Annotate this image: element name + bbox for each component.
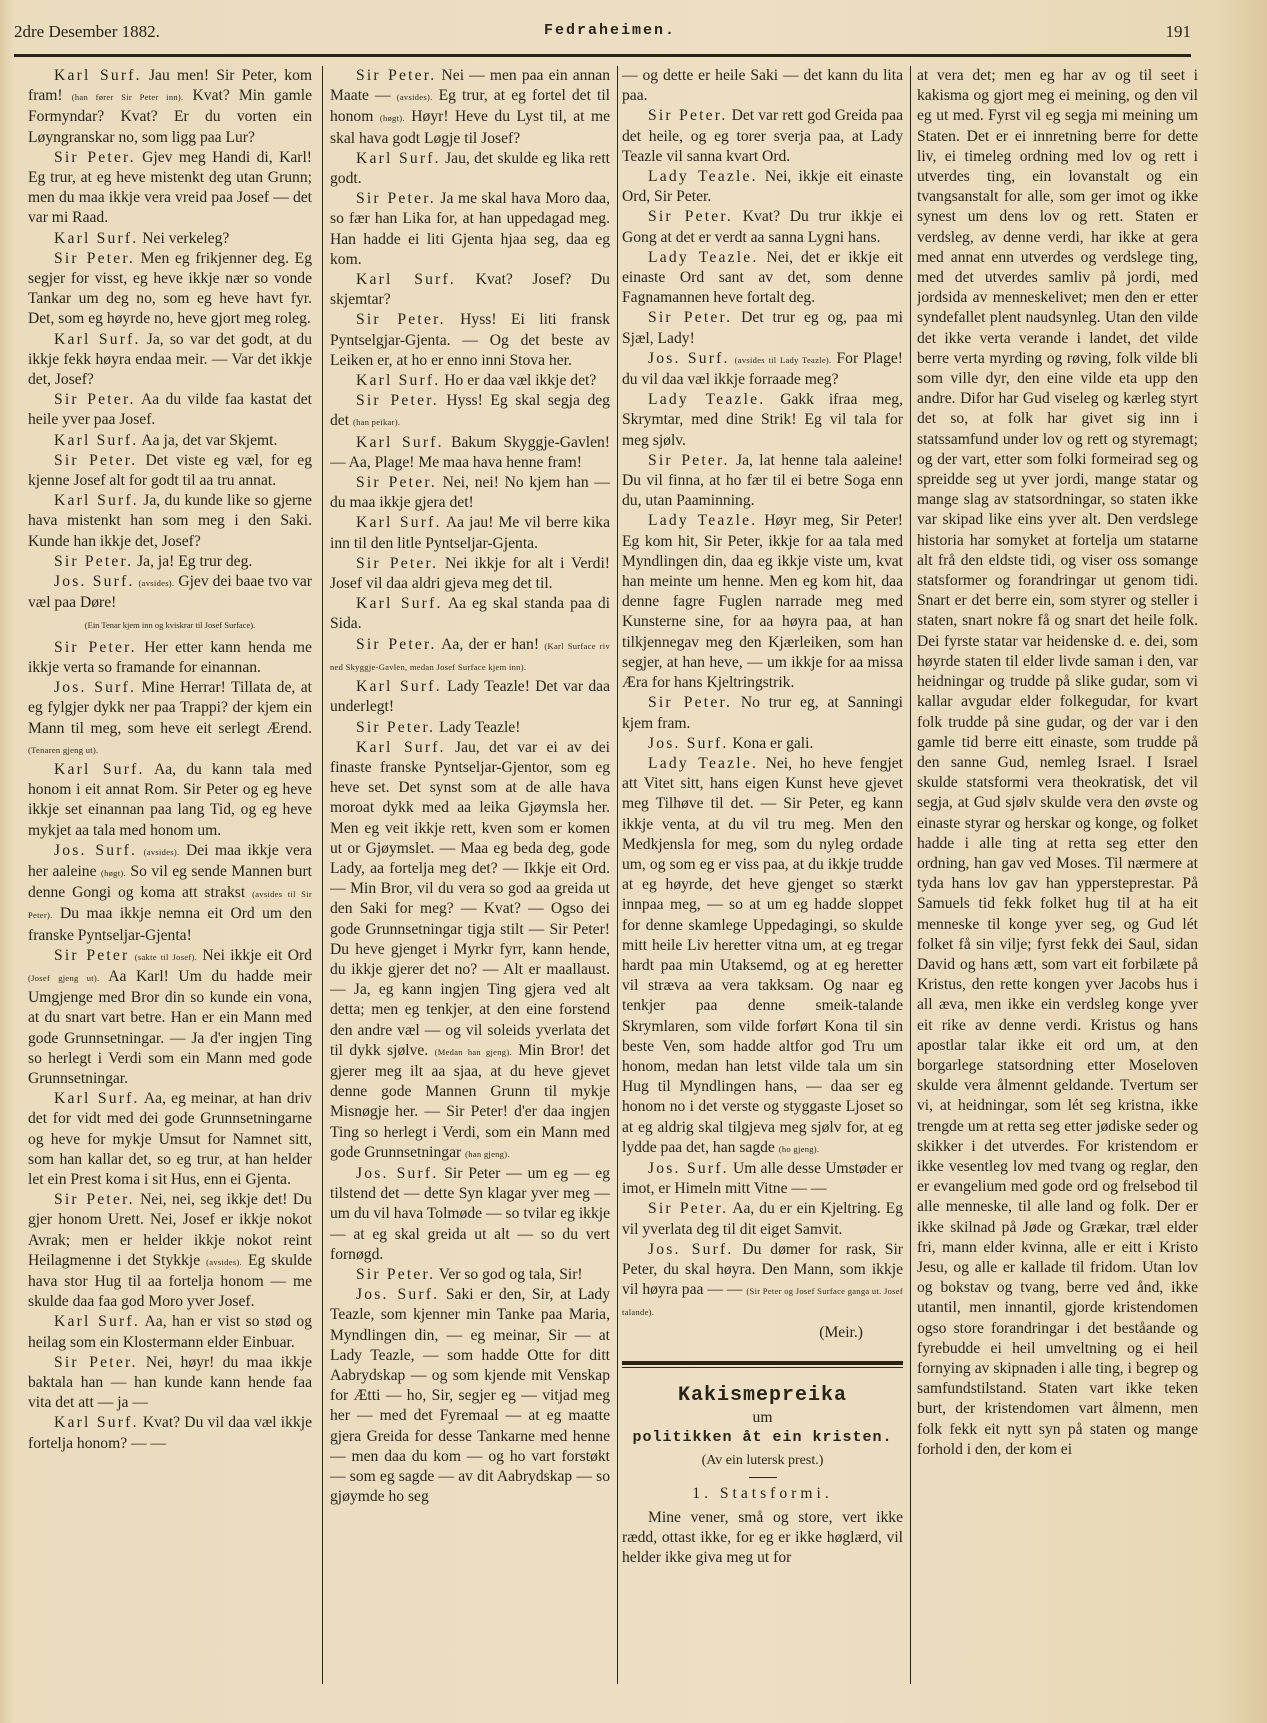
speaker-name: Jos. Surf. — [648, 734, 729, 752]
speech-text: Aa, eg meinar, at han driv det for vidt med dei gode Grunnsetningarne og heve for mykje Umsut for Namnet sitt, som han kallar det, so eg trur, at han helder let ein Prest koma i sit Hus, enn ei Gjenta. — [28, 1090, 312, 1188]
speaker-name: Karl Surf. — [54, 492, 139, 510]
dialogue-line — [622, 511, 903, 693]
masthead-title: Fedraheimen. — [544, 22, 677, 39]
dialogue-line — [330, 189, 610, 270]
speaker-name: Sir Peter. — [648, 694, 733, 712]
speaker-name: Jos. Surf. — [54, 679, 137, 697]
speaker-name: Karl Surf. — [356, 514, 442, 532]
speech-text: Kvat? Du vil daa væl ikkje fortelja honom? — — — [28, 1414, 312, 1452]
speech-text: Hyss! Ei liti fransk Pyntselgjar-Gjenta. — Og det beste av Leiken er, at ho er enno inni Stova her. — [330, 311, 610, 369]
dialogue-line — [330, 718, 610, 738]
speech-text: Kvat? Min gamle Formyndar? Kvat? Er du vorten ein Løyngranskar no, som ligg paa Lur? — [28, 87, 312, 146]
speech-text: Aa Karl! Um du hadde meir Umgjenge med Bror din so kunde ein vona, at du snart vart betre. Han er ein Mann med gode Grunnsetningar. — Ja d'er ingjen Ting so herlegt i Verdi som ein Mann med gode Grunnsetningar. — [28, 967, 312, 1087]
speech-text: Ja me skal hava Moro daa, so fær han Lika for, at han uppedagad meg. Han hadde ei liti Gjenta hjaa seg, daa eg kom. — [330, 190, 610, 268]
speech-text: Gakk ifraa meg, Skrymtar, med dine Strik! Eg vil tala for meg sjølv. — [622, 391, 903, 449]
speech-text: Jau men! Sir Peter, kom fram! — [28, 67, 312, 105]
speaker-name: Jos. Surf. — [648, 1240, 734, 1258]
speech-text: Det trur eg og, paa mi Sjæl, Lady! — [622, 309, 903, 347]
dialogue-line — [622, 207, 903, 247]
column-4-article — [917, 66, 1198, 1683]
speech-text: Aa, der er han! — [436, 635, 545, 653]
dialogue-line — [28, 841, 312, 946]
dialogue-line — [622, 1240, 903, 1323]
article-title: Kakismepreika — [677, 1383, 848, 1407]
speaker-name: Karl Surf. — [54, 431, 139, 449]
speech-text: Aa jau! Me vil berre kika inn til den litle Pyntseljar-Gjenta. — [330, 514, 610, 552]
speech-text: Nei ikkje for alt i Verdi! Josef vil daa aldri gjeva meg det til. — [330, 554, 610, 593]
column-divider — [322, 66, 323, 1684]
speaker-name: Jos. Surf. — [54, 573, 135, 591]
page-number: 191 — [1165, 22, 1191, 41]
speech-text: Nei, nei! No kjem han — du maa ikkje gjera det! — [330, 474, 610, 512]
speaker-name: Sir Peter. — [54, 451, 138, 469]
article-paragraph: Mine vener, små og store, vert ikke rædd, ottast ikke, for eg er ikke høglærd, vil helder ikke giva meg ut for — [622, 1508, 903, 1567]
stage-direction: (avsides til Sir Peter). — [28, 889, 312, 921]
speaker-name: Sir Peter. — [356, 554, 439, 572]
article-byline: (Av ein lutersk prest.) — [701, 1453, 824, 1469]
speaker-name: Karl Surf. — [54, 1090, 140, 1108]
speaker-name: Karl Surf. — [356, 271, 457, 289]
speaker-name: Sir Peter. — [648, 309, 733, 327]
continued-marker: (Meir.) — [819, 1323, 863, 1341]
dialogue-line — [28, 552, 312, 572]
dialogue-line — [622, 248, 903, 309]
dialogue-line — [28, 229, 312, 249]
speaker-name: Karl Surf. — [356, 595, 443, 613]
issue-date: 2dre Desember 1882. — [14, 22, 160, 41]
stage-direction: (Karl Surface riv ned Skyggje-Gavlen, medan Josef Surface kjem inn). — [330, 640, 610, 672]
speech-text: Um alle desse Umstøder er imot, er Himeln mitt Vitne — — — [622, 1159, 903, 1198]
speech-text: Eg skulde hava stor Hug til aa fortelja honom — me skulde daa faa god Moro yver Josef. — [28, 1251, 312, 1311]
speaker-name: Sir Peter. — [356, 1265, 436, 1283]
speech-text: Du maa ikkje nemna eit Ord um den franske Pyntseljar-Gjenta! — [28, 905, 312, 944]
speaker-name: Sir Peter. — [54, 249, 135, 267]
dialogue-line — [330, 310, 610, 371]
speech-text: Ja, lat henne tala aaleine! Du vil finna, at ho fær til ei betre Soga enn du, utan Paaminning. — [622, 451, 903, 510]
speech-text: Aa du vilde faa kastat det heile yver paa Josef. — [28, 391, 312, 429]
dialogue-line — [330, 738, 610, 1164]
stage-direction: (ho gjeng). — [778, 1143, 820, 1154]
section-heading: 1. Statsformi. — [692, 1484, 833, 1502]
dialogue-line — [330, 149, 610, 189]
speech-text: Aa, du kann tala med honom i eit annat Rom. Sir Peter og eg heve ikkje set einannan paa lang Tid, og eg heve mykjet aa tala med honom um. — [28, 760, 312, 839]
speaker-name: Jos. Surf. — [54, 841, 138, 859]
stage-direction: (avsides). — [206, 1256, 242, 1267]
speaker-name: Sir Peter — [54, 946, 130, 964]
speech-text: Gjev meg Handi di, Karl! Eg trur, at eg heve mistenkt deg utan Grunn; men du maa ikkje vera vreid paa Josef — det var mi Raad. — [28, 148, 312, 227]
speech-text: Nei, høyr! du maa ikkje baktala han — han kunde kann hende faa vita det att — ja — — [28, 1353, 312, 1412]
speaker-name: Karl Surf. — [54, 67, 142, 84]
speech-text: Aa eg skal standa paa di Sida. — [330, 595, 610, 633]
speech-text: Kona er gali. — [728, 734, 814, 752]
speech-text: Kvat? Du trur ikkje ei Gong at det er verdt aa sanna Lygni hans. — [622, 208, 903, 246]
speaker-name: Lady Teazle. — [648, 754, 759, 772]
speaker-name: Sir Peter. — [648, 208, 734, 226]
dialogue-line — [622, 349, 903, 390]
speech-text: Aa, han er vist so stød og heilag som ein Klostermann elder Einbuar. — [28, 1313, 312, 1351]
speaker-name: Karl Surf. — [356, 149, 441, 167]
speaker-name: Karl Surf. — [54, 1313, 140, 1331]
speech-text: Ja, ja! Eg trur deg. — [133, 552, 253, 570]
dialogue-line — [330, 1285, 610, 1507]
speaker-name: Lady Teazle. — [648, 391, 766, 409]
dialogue-line — [330, 391, 610, 432]
column-2-play-dialogue — [330, 66, 610, 1683]
speech-text: Nei, ikkje eit einaste Ord, Sir Peter. — [622, 168, 903, 206]
dialogue-line — [330, 635, 610, 677]
stage-direction: (Ein Tenar kjem inn og kviskrar til Josef Surface). — [84, 620, 256, 631]
dialogue-line — [28, 491, 312, 552]
dialogue-line — [330, 554, 610, 594]
speaker-name: Sir Peter. — [356, 474, 437, 492]
stage-direction: (Tenaren gjeng ut). — [28, 744, 99, 755]
speaker-name: Sir Peter. — [54, 391, 136, 409]
play-dialogue-end — [622, 66, 903, 1323]
dialogue-line — [622, 451, 903, 512]
article-paragraph-continued: at vera det; men eg har av og til seet i kakisma og gjort meg ei meining, og den vil eg ut med. Fyrst vil eg segja mi meining um Staten. Det er ei innretning berre for dette liv, ei timeleg ordning med lov og rett i utverdes ting, ein lovanstalt og ein tvangsanstalt for alle, som ger imot og ikke synest um dens lov og rett. Staten er verdsleg, av denne verdi, har ikke at gera med annat enn utverdes og verdslege ting, med det utverdes samliv på jordi, med jordsida av menneskelivet; men den er etter syndefallet plent naudsynleg. Utan den vilde det ikke verta verande i landet, det vilde berre verta myrding og røving, folk vilde bli som ville dyr, den eine vilde eta upp den andre. Difor har Gud viseleg og kærleg styrt det so, at folk har givet sig inn i statssamfund under lov og rett og styremagt; og der vart, etter som folki formeirad seg og spreidde seg ut yver jordi, mange statar og mange slag av statsordningar, so staten ikke var skipad like eins yver alt. Den verdslege historia har somyket at fortelja um statarne alt frå den eldste tidi, og viser oss somange statsformer og forandringar ut genom tidi. Snart er det berre ein, som styrer og steller i staten, snart nokre få og snart det heile folk. Dei fyrste statar var heidenske d. e. dei, som høyrde staten til elder livde saman i den, var heidningar og trudde på slike gudar, som vi kallar avgudar elder folkegudar, for kvart folk trudde på sine gudar, og der var i den gamle tid berre eitt einaste, som trudde på den sanne Gud, nemleg Israel. I Israel skulde statsformi vera theokratisk, det vil segja, at Gud sjølv skulde vera den øvste og einaste styrar og herskar og konge, og folket hadde i alle ting at retta seg etter den ordning, han gav ved Moses. Til nærmere at tyda hans lov gav han yppersteprestar. På Samuels tid fekk folket hug til at ha eit menneske til konge yver seg, og Gud lét folket få sin vilje; fyrst fekk dei Saul, sidan David og hans ætt, som vart eit forbilæte på Kristus, den rette kongen yver Jacobs hus i all æva, men ikke ein verdsleg konge yver eit rike av denne verdi. Kristus og hans apostlar talar ikke eit ord um, at den borgarlege statsordning etter Moseloven skulde vera ålmennt geldande. Tvertum ser vi, at heidningar, som lét seg kristna, ikke trengde um at retta seg etter jødiske seder og skikker i det utverdes. For kristendom er ikke vesentleg lov med tvang og reglar, den er evangelium med gode ord og frelsebod til alle menneske, til alle land og folk. Der er ikke skilnad på Jøde og Grækar, træl elder fri, mann elder kvinna, alle er eitt i Kristo Jesu, og alle er kallade til fridom. Utan lov og bokstav og tvang, berre ved ånd, ikke utantil, men innantil, gjorde kristendomen ogso store forandringar i det beståande og fyrebudde ei heil umveltning og ei heil fornying av skipnaden i alle ting, i begrep og samfundstilstand. Staten vart ikke teken burt, der kristendomen vart ålmenn, men folk fekk eit nytt syn på staten og mange forhold i den, der kom ei — [917, 67, 1198, 1458]
speech-text: Høyr meg, Sir Peter! Eg kom hit, Sir Peter, ikkje for aa tala med Myndlingen din, daa eg ikkje viste um, kvat han meinte um henne. Men eg kom hit, daa denne fagre Fuglen narrade meg med Kunsterne sine, for aa høyra paa, at han tilkjennegav meg den Kjærleiken, som han segjer, at han heve, — um ikkje for aa missa Æra for hans Kjeltringstrik. — [622, 512, 903, 692]
speech-text: Dei maa ikkje vera her aaleine — [28, 841, 312, 880]
page-header — [14, 18, 1191, 44]
speech-text: Du dømer for rask, Sir Peter, du skal høyra. Den Mann, som ikkje vil høyra paa — — — [622, 1240, 903, 1299]
speech-text: Bakum Skyggje-Gavlen! — Aa, Plage! Me maa hava henne fram! — [330, 433, 610, 471]
dialogue-line — [330, 66, 610, 149]
speaker-name: Sir Peter. — [356, 392, 439, 410]
dialogue-line: — og dette er heile Saki — det kann du lita paa. — [622, 67, 903, 105]
dialogue-line — [622, 106, 903, 167]
speaker-name: Lady Teazle. — [648, 512, 758, 530]
speech-text: Det var rett god Greida paa det heile, og eg torer sverja paa, at Lady Teazle vil sanna kvart Ord. — [622, 107, 903, 165]
stage-direction: (sakte til Josef). — [134, 951, 198, 962]
dialogue-line — [28, 638, 312, 678]
speaker-name: Jos. Surf. — [356, 1164, 439, 1182]
dialogue-line — [28, 66, 312, 148]
dialogue-line — [330, 1265, 610, 1285]
dialogue-line — [330, 513, 610, 553]
dialogue-line — [28, 148, 312, 229]
speech-text: Nei — men paa ein annan Maate — — [330, 67, 610, 105]
speaker-name: Jos. Surf. — [356, 1286, 440, 1304]
speech-text: Nei, det er ikkje eit einaste Ord sant av det, som denne Fagnamannen heve fortalt deg. — [622, 248, 903, 307]
dialogue-line — [28, 1190, 312, 1312]
header-rule — [14, 54, 1191, 57]
stage-direction: (høgt). — [100, 867, 126, 878]
speech-text: Saki er den, Sir, at Lady Teazle, som kjenner min Tanke paa Maria, Myndlingen din, — eg meinar, Sir — at Lady Teazle, — som hadde Otte for ditt Aabrydskap — og som kjende mit Venskap for Ætti — ho, Sir, segjer eg — vitjad meg her — med det Fyremaal — at eg maatte gjera Greida for desse Tankarne med henne — men daa du kom — og ho vart forstøkt — som eg sagde — av dit Aabrydskap — so gjøymde ho seg — [330, 1286, 610, 1506]
speaker-name: Sir Peter. — [54, 552, 134, 570]
speaker-name: Sir Peter. — [356, 311, 446, 329]
speech-text: Hyss! Eg skal segja deg det — [330, 392, 610, 430]
speaker-name: Karl Surf. — [54, 760, 145, 778]
dialogue-line — [622, 308, 903, 348]
speaker-name: Karl Surf. — [356, 372, 441, 390]
column-divider — [910, 66, 911, 1684]
speech-text: Her etter kann henda me ikkje verta so framande for einannan. — [28, 638, 312, 676]
stage-direction: (han fører Sir Peter inn). — [71, 92, 184, 103]
speech-text: Ja, du kunde like so gjerne hava mistenkt han som meg i den Saki. Kunde han ikkje det, Josef? — [28, 492, 312, 550]
speech-text: Min Bror! det gjerer meg ilt aa sjaa, at du heve gjevet denne gode Mannen Grunn til mykje Misnøgje her. — Sir Peter! d'er daa ingjen Ting so herlegt i Verdi, som ein Mann med gode Grunnsetningar — [330, 1041, 610, 1161]
speech-text: Nei, nei, seg ikkje det! Du gjer honom Urett. Nei, Josef er ikkje nokot Avrak; men er helder ikkje nokot reint Heilagmenne i det Stykkje — [28, 1191, 312, 1269]
dialogue-line — [330, 594, 610, 634]
speech-text: Jau, det skulde eg lika rett godt. — [330, 149, 610, 188]
stage-direction: (avsides). — [396, 92, 433, 103]
dialogue-line — [28, 946, 312, 1089]
speech-text: No trur eg, at Sanningi kjem fram. — [622, 694, 903, 732]
speech-text: Lady Teazle! — [435, 718, 521, 736]
speech-text: Men eg frikjenner deg. Eg segjer for visst, eg heve ikkje nær so vonde Tankar um deg no, som eg heve havt fyr. Det, som eg høyrde no, heve gjort meg roleg. — [28, 249, 312, 328]
dialogue-line — [28, 760, 312, 841]
speech-text: Ver so god og tala, Sir! — [435, 1265, 583, 1283]
speech-text: Høyr! Heve du Lyst til, at me skal hava godt Løgje til Josef? — [330, 108, 610, 147]
speech-text: Det viste eg væl, for eg kjenne Josef alt for godt til aa tru annat. — [28, 451, 312, 490]
short-rule — [749, 1477, 777, 1478]
dialogue-line — [28, 451, 312, 491]
speaker-name: Karl Surf. — [356, 678, 442, 696]
dialogue-line — [622, 693, 903, 733]
speech-text: Aa, du er ein Kjeltring. Eg vil yverlata deg til dit eiget Samvit. — [622, 1200, 903, 1238]
section-divider-thin — [622, 1367, 903, 1368]
dialogue-line — [622, 734, 903, 754]
speech-text: Nei ikkje eit Ord — [197, 946, 312, 964]
speech-text: Kvat? Josef? Du skjemtar? — [330, 271, 610, 309]
speaker-name: Sir Peter. — [54, 148, 136, 166]
speaker-name: Sir Peter. — [648, 1200, 729, 1218]
speaker-name: Karl Surf. — [356, 738, 446, 756]
speaker-name: Sir Peter. — [648, 451, 730, 469]
dialogue-line — [622, 1199, 903, 1239]
stage-direction: (Josef gjeng ut). — [28, 972, 100, 983]
dialogue-line — [330, 270, 610, 310]
dialogue-line — [28, 1089, 312, 1190]
stage-direction: (avsides). — [143, 846, 180, 857]
dialogue-line — [622, 754, 903, 1159]
speech-text: Aa ja, det var Skjemt. — [138, 431, 278, 449]
speech-text: Gjev dei baae tvo var væl paa Døre! — [28, 573, 312, 612]
dialogue-line — [28, 431, 312, 451]
speaker-name: Karl Surf. — [54, 330, 141, 348]
stage-direction: (høgt). — [379, 113, 405, 124]
speaker-name: Sir Peter. — [356, 718, 436, 736]
speaker-name: Sir Peter. — [356, 190, 436, 208]
speaker-name: Jos. Surf. — [648, 1159, 729, 1177]
speaker-name: Lady Teazle. — [648, 248, 759, 266]
dialogue-line — [28, 330, 312, 391]
speech-text: For Plage! du vil daa væl ikkje forraade meg? — [622, 349, 903, 389]
speech-text: Nei verkeleg? — [138, 229, 230, 247]
stage-direction: (avsides til Lady Teazle). — [734, 354, 832, 365]
dialogue-line — [622, 167, 903, 207]
dialogue-line — [622, 1159, 903, 1199]
speech-text: So vil eg sende Mannen burt denne Gongi og koma att strakst — [28, 862, 312, 902]
stage-direction: (Sir Peter og Josef Surface ganga ut. Josef talande). — [622, 1286, 903, 1318]
speech-text: Jau, det var ei av dei finaste franske Pyntseljar-Gjentor, som eg heve set. Det synst som at de alle hava moroat dykk med aa leika Gjøymsla her. Men eg veit ikkje rett, kven som er komen ut or Gjøymslet. — Maa eg beda deg, gode Lady, aa fortelja meg det? — Ikkje eit Ord. — Min Bror, vil du vera so god aa greida ut den Saki for meg? — Kvat? — Ogso dei gode Grunnsetningar tigja stilt — Sir Peter! Du heve gjenget i Myrkr fyrr, kann hende, du ikkje gjerer det no? — Alt er maallaust. — Ja, eg kann ingjen Ting gjera ved alt detta; men eg tenkjer, at den eine forstend den andre væl — og vil soleids yverlata det til dykk sjølve. — [330, 738, 610, 1059]
column-divider — [617, 66, 618, 1684]
speaker-name: Sir Peter. — [356, 67, 437, 84]
dialogue-line — [330, 433, 610, 473]
speech-text: Mine Herrar! Tillata de, at eg fylgjer dykk ner paa Trappi? der kjem ein Mann til meg, som heve eit serlegt Ærend. — [28, 679, 312, 737]
speaker-name: Sir Peter. — [54, 1353, 138, 1371]
section-divider — [622, 1361, 903, 1365]
speaker-name: Sir Peter. — [356, 635, 437, 653]
dialogue-line — [28, 572, 312, 613]
dialogue-line — [622, 390, 903, 451]
speaker-name: Sir Peter. — [54, 1191, 135, 1209]
speech-text: Nei, ho heve fengjet att Vitet sitt, hans eigen Kunst heve gjevet meg Tilhøve til det. — Sir Peter, eg kann ikkje venta, at du vil tru meg. Men den Medkjensla for meg, som du nyleg ordade um, og som eg er viss paa, at du ikkje trudde at eg høyrde, det heve gjenget so stærkt innpaa meg, — so at um eg hadde sloppet for denne skamlege Uppedagingi, so skulde mitt heile Liv heretter vitna um, at eg tregar hardt paa min Utaksemd, og at eg heretter vil stræva aa vera takksam. Og naar eg tenkjer paa denne smeik-talande Skrymlaren, som vilde forført Kona til sin beste Ven, som hadde altfor god Tru um honom, medan han letst vilde tala um sin Hug til Myndlingen hans, — daa ser eg honom no i det verste og styggaste Ljoset so at eg aldrig skal tilgjeva meg sjølv for, at eg lydde paa det, han sagde — [622, 754, 903, 1156]
article-title-connector: um — [752, 1409, 773, 1426]
stage-direction: (han gjeng). — [465, 1148, 510, 1159]
speaker-name: Lady Teazle. — [648, 168, 758, 186]
speaker-name: Jos. Surf. — [648, 349, 730, 367]
stage-direction: (han peikar). — [352, 417, 401, 428]
speaker-name: Sir Peter. — [54, 638, 137, 656]
speech-text: Ho er daa væl ikkje det? — [440, 372, 597, 390]
dialogue-line — [28, 1312, 312, 1352]
speech-text: Sir Peter — um eg — eg tilstend det — dette Syn klagar yver meg — um du vil hava Tolmøde — so tvilar eg ikkje — at eg skal greida ut alt — so du vert fornøgd. — [330, 1164, 610, 1263]
dialogue-line — [330, 677, 610, 717]
speech-text: Lady Teazle! Det var daa underlegt! — [330, 678, 610, 716]
dialogue-line — [330, 1164, 610, 1265]
dialogue-line — [28, 1413, 312, 1453]
column-1-play-dialogue — [28, 66, 312, 1683]
speaker-name: Karl Surf. — [356, 433, 444, 451]
column-3-play-dialogue — [622, 66, 903, 1683]
dialogue-line — [28, 678, 312, 760]
speaker-name: Karl Surf. — [54, 1414, 139, 1432]
speaker-name: Sir Peter. — [648, 107, 728, 125]
stage-direction: (Medan han gjeng). — [434, 1046, 512, 1057]
dialogue-line — [330, 473, 610, 513]
dialogue-line — [28, 390, 312, 430]
article-subtitle: politikken åt ein kristen. — [632, 1429, 893, 1447]
stage-direction: (avsides). — [138, 578, 175, 589]
dialogue-line — [28, 1353, 312, 1414]
dialogue-line — [330, 371, 610, 391]
speech-text: Eg trur, at eg fortel det til honom — [330, 87, 610, 126]
speaker-name: Karl Surf. — [54, 229, 139, 247]
dialogue-line — [28, 249, 312, 330]
speech-text: Ja, so var det godt, at du ikkje fekk høyra endaa meir. — Var det ikkje det, Josef? — [28, 330, 312, 389]
